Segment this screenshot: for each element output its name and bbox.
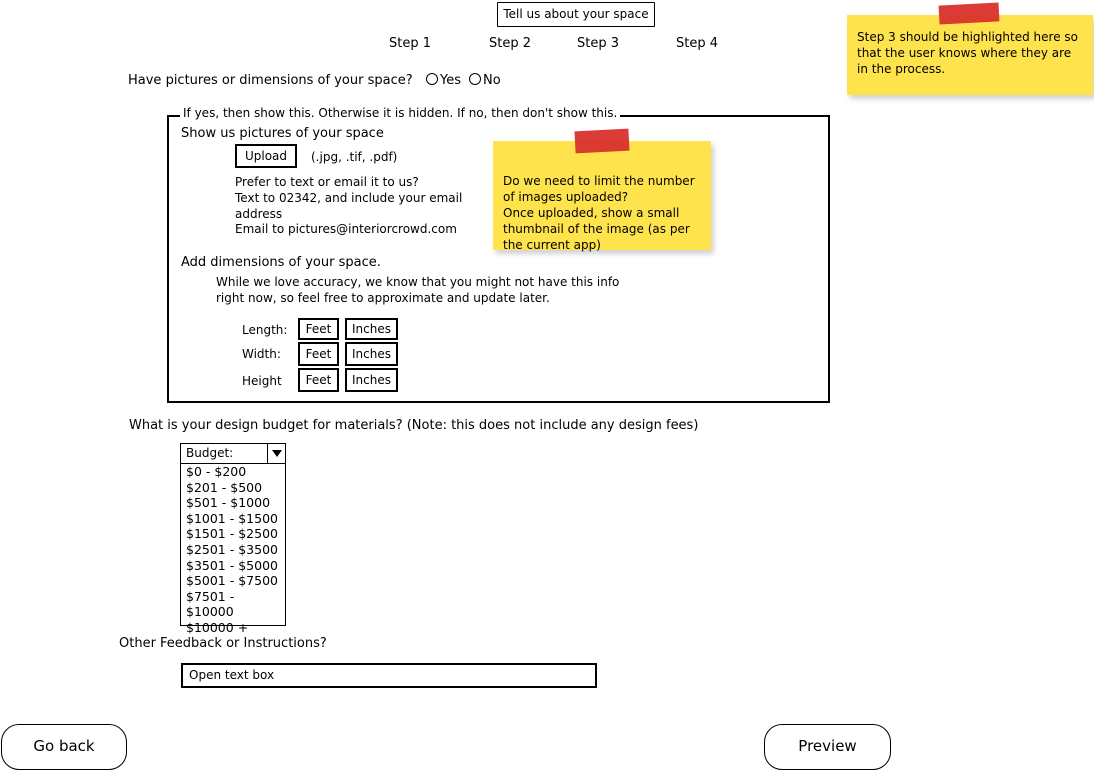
budget-option[interactable]: $2501 - $3500 xyxy=(186,541,278,557)
height-inches-field[interactable]: Inches xyxy=(345,368,398,392)
dimensions-help-line-2: right now, so feel free to approximate and update later. xyxy=(216,291,550,305)
pictures-question-label: Have pictures or dimensions of your space? xyxy=(128,73,413,88)
upload-note-text: Do we need to limit the number of images uploaded? Once uploaded, show a small thumbnail of the image (as per the current app) xyxy=(503,174,695,252)
radio-no-label: No xyxy=(483,73,501,88)
budget-option[interactable]: $1501 - $2500 xyxy=(186,526,278,542)
dimensions-heading: Add dimensions of your space. xyxy=(181,255,381,270)
height-feet-field[interactable]: Feet xyxy=(298,368,339,392)
height-label: Height xyxy=(242,374,282,388)
preview-button[interactable]: Preview xyxy=(764,724,891,770)
width-inches-field[interactable]: Inches xyxy=(345,342,398,366)
radio-no[interactable] xyxy=(469,73,501,88)
upload-button[interactable]: Upload xyxy=(235,144,297,168)
upload-note-tape xyxy=(574,129,629,154)
radio-yes-label: Yes xyxy=(440,73,461,88)
dimensions-help-line-1: While we love accuracy, we know that you might not have this info xyxy=(216,275,620,289)
budget-options-list xyxy=(180,464,286,635)
pictures-heading: Show us pictures of your space xyxy=(181,126,384,141)
feedback-label: Other Feedback or Instructions? xyxy=(119,636,327,651)
budget-option[interactable]: $1001 - $1500 xyxy=(186,510,278,526)
budget-option[interactable]: $201 - $500 xyxy=(186,479,263,495)
budget-option[interactable]: $10000 + xyxy=(186,619,249,635)
radio-yes[interactable] xyxy=(426,73,461,88)
alt-upload-line-1: Prefer to text or email it to us? xyxy=(235,175,419,189)
budget-option[interactable]: $0 - $200 xyxy=(186,464,247,479)
step-1[interactable]: Step 1 xyxy=(389,36,432,51)
length-feet-field[interactable]: Feet xyxy=(298,318,339,340)
length-label: Length: xyxy=(242,323,288,337)
radio-yes-circle[interactable] xyxy=(426,73,438,85)
upload-sticky-note xyxy=(493,141,711,250)
budget-option[interactable]: $5001 - $7500 xyxy=(186,573,278,589)
step-note-text: Step 3 should be highlighted here so that the user knows where they are in the process. xyxy=(857,30,1078,76)
go-back-button[interactable]: Go back xyxy=(1,724,127,770)
step-2[interactable]: Step 2 xyxy=(489,36,532,51)
alt-upload-line-2: Text to 02342, and include your email xyxy=(235,191,463,205)
budget-option[interactable]: $7501 - $10000 xyxy=(186,588,235,620)
alt-upload-line-4: Email to pictures@interiorcrowd.com xyxy=(235,222,457,236)
step-4[interactable]: Step 4 xyxy=(676,36,719,51)
step-sticky-note xyxy=(847,15,1093,95)
radio-no-circle[interactable] xyxy=(469,73,481,85)
page-title: Tell us about your space xyxy=(497,2,655,27)
alt-upload-line-3: address xyxy=(235,207,283,221)
conditional-section-legend: If yes, then show this. Otherwise it is hidden. If no, then don't show this. xyxy=(180,106,620,120)
chevron-down-icon[interactable] xyxy=(267,443,286,464)
budget-option[interactable]: $501 - $1000 xyxy=(186,495,271,511)
budget-option[interactable]: $3501 - $5000 xyxy=(186,557,278,573)
width-label: Width: xyxy=(242,347,281,361)
length-inches-field[interactable]: Inches xyxy=(345,318,398,340)
width-feet-field[interactable]: Feet xyxy=(298,342,339,366)
note-tape xyxy=(939,2,1000,24)
budget-question: What is your design budget for materials? (Note: this does not include any design fees) xyxy=(129,418,699,433)
feedback-textbox[interactable]: Open text box xyxy=(181,663,597,688)
file-types-text: (.jpg, .tif, .pdf) xyxy=(311,150,398,164)
budget-select[interactable]: Budget: xyxy=(180,443,286,464)
step-3[interactable]: Step 3 xyxy=(577,36,620,51)
